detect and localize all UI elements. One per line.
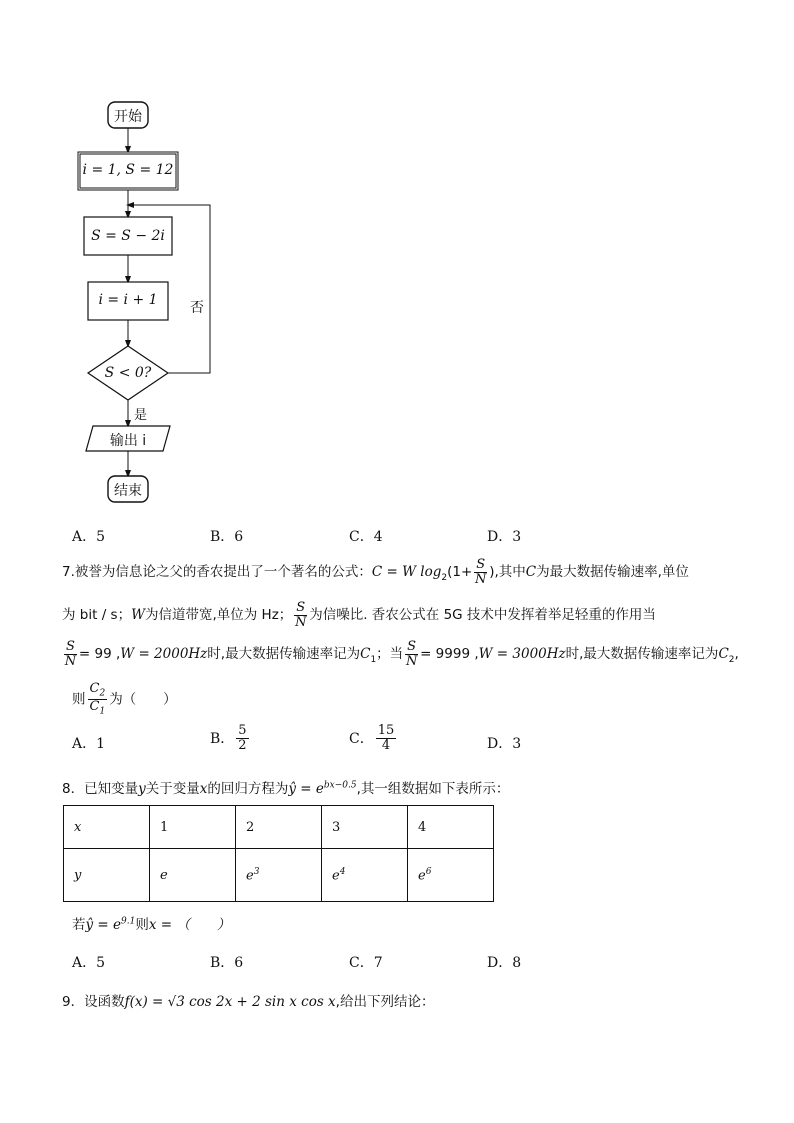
- q8-data-table: [63, 805, 494, 902]
- increment-label: i = i + 1: [98, 292, 158, 308]
- q7-option-a: A．1: [72, 736, 106, 752]
- table-cell: 1: [150, 806, 236, 849]
- table-cell: $e^4$: [322, 849, 408, 902]
- q8-condition: 若ŷ = $e^{9.1}$则x = （ ）: [72, 916, 231, 933]
- q6-option-b: B．6: [210, 529, 244, 545]
- no-label: 否: [190, 300, 204, 316]
- table-cell: $e^3$: [236, 849, 322, 902]
- q7-line3: $\frac{S}{N}$ = 99 ,W = 2000Hz时,最大数据传输速率记为$C_1$；当 $\frac{S}{N}$ = 9999 ,W = 3000Hz时,最大数据传输速率记为$C_2$,: [64, 639, 739, 669]
- table-cell: x: [64, 806, 150, 849]
- decision-label: S < 0?: [104, 365, 152, 381]
- q8-option-a: A．5: [72, 955, 106, 971]
- table-row: [64, 806, 494, 849]
- q8-option-c: C．7: [349, 955, 383, 971]
- table-row: [64, 849, 494, 902]
- q9-stem: 9．设函数f(x) = √3 cos 2x + 2 sin x cos x,给出下列结论：: [62, 994, 435, 1010]
- table-cell: 3: [322, 806, 408, 849]
- q7-line2: 为 bit / s；W为信道带宽,单位为 Hz； $\frac{S}{N}$ 为信噪比. 香农公式在 5G 技术中发挥着举足轻重的作用当: [62, 600, 656, 630]
- q7-line1: 7.被誉为信息论之父的香农提出了一个著名的公式：C = W $\log_2(1+$ $\frac{S}{N}$ ),其中C为最大数据传输速率,单位: [62, 557, 689, 587]
- start-label: 开始: [114, 109, 142, 125]
- end-label: 结束: [114, 483, 142, 499]
- q7-option-d: D．3: [487, 736, 522, 752]
- q7-line4: 则 $\frac{C_2}{C_1}$ 为（ ）: [72, 681, 177, 717]
- yes-label: 是: [134, 408, 148, 423]
- table-cell: $e^6$: [408, 849, 494, 902]
- q8-option-d: D．8: [487, 955, 522, 971]
- init-label: i = 1, S = 12: [82, 162, 174, 178]
- table-cell: 4: [408, 806, 494, 849]
- table-cell: 2: [236, 806, 322, 849]
- q6-option-d: D．3: [487, 529, 522, 545]
- q6-option-a: A．5: [72, 529, 106, 545]
- q6-option-c: C．4: [349, 529, 383, 545]
- table-cell: y: [64, 849, 150, 902]
- q8-stem: 8．已知变量y关于变量x的回归方程为ŷ = $e^{bx-0.5}$,其一组数据如下表所示：: [62, 780, 510, 797]
- q7-option-c: C． $\frac{15}{4}$: [349, 723, 395, 753]
- output-label: 输出 i: [109, 433, 147, 449]
- q7-option-b: B． $\frac{5}{2}$: [210, 723, 247, 753]
- q8-option-b: B．6: [210, 955, 244, 971]
- table-cell: e: [150, 849, 236, 902]
- subtract-label: S = S − 2i: [91, 228, 165, 244]
